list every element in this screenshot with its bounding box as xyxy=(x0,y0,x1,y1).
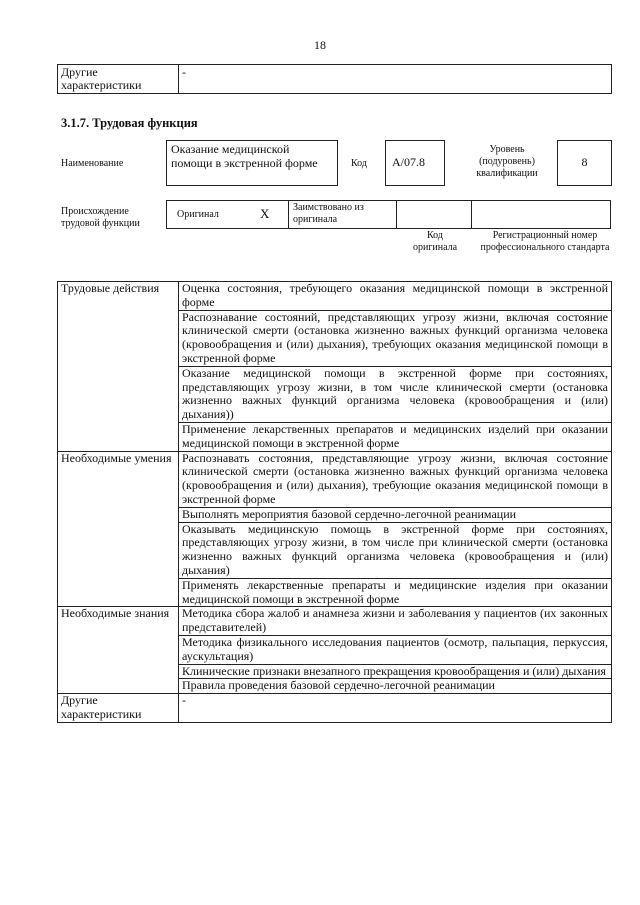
function-code-value: A/07.8 xyxy=(392,155,425,169)
table-row xyxy=(58,65,612,94)
name-label: Наименование xyxy=(61,158,124,169)
borrowed-label: Заимствовано из оригинала xyxy=(293,202,364,225)
top-table-value: - xyxy=(179,65,612,94)
category-other-characteristics: Другие характеристики xyxy=(58,694,179,723)
table-cell: Методика физикального исследования пациентов (осмотр, пальпация, перкуссия, аускультация) xyxy=(179,635,612,664)
function-name-value: Оказание медицинской помощи в экстренной форме xyxy=(171,142,318,170)
table-row xyxy=(58,694,612,723)
origin-divider-3 xyxy=(471,200,472,229)
function-level-value: 8 xyxy=(581,155,588,169)
function-level-box xyxy=(557,140,612,186)
table-cell: Оценка состояния, требующего оказания медицинской помощи в экстренной форме xyxy=(179,282,612,311)
function-name-box xyxy=(166,140,338,186)
table-cell: Применение лекарственных препаратов и медицинских изделий при оказании медицинской помощи в экстренной форме xyxy=(179,422,612,451)
reg-number-label: Регистрационный номер профессионального стандарта xyxy=(480,230,610,253)
category-required-knowledge: Необходимые знания xyxy=(58,607,179,694)
table-cell: - xyxy=(179,694,612,723)
table-cell: Оказывать медицинскую помощь в экстренной форме при состояниях, представляющих угрозу жизни, в том числе при клинической смерти (остановка жизненно важных функций организма человека (кровообращения и (или) дыхания) xyxy=(179,522,612,578)
category-labor-actions: Трудовые действия xyxy=(58,282,179,452)
table-row xyxy=(58,451,612,507)
code-label: Код xyxy=(351,158,367,169)
table-cell: Правила проведения базовой сердечно-легочной реанимации xyxy=(179,679,612,694)
labor-function-table xyxy=(57,281,612,723)
origin-label: Происхождение трудовой функции xyxy=(61,206,140,229)
origin-divider-2 xyxy=(396,200,397,229)
level-label: Уровень (подуровень) квалификации xyxy=(476,144,538,179)
top-characteristics-table xyxy=(57,64,612,94)
table-cell: Распознавание состояний, представляющих угрозу жизни, включая состояние клинической смерти (остановка жизненно важных функций организма человека (кровообращения и (или) дыхания), требующих оказания медицинской помощи в экстренной форме xyxy=(179,310,612,366)
code-original-label: Код оригинала xyxy=(412,230,458,253)
table-cell: Клинические признаки внезапного прекращения кровообращения и (или) дыхания xyxy=(179,664,612,679)
table-cell: Применять лекарственные препараты и медицинские изделия при оказании медицинской помощи в экстренной форме xyxy=(179,578,612,607)
table-cell: Оказание медицинской помощи в экстренной форме при состояниях, представляющих угрозу жизни, в том числе клинической смерти (остановка жизненно важных функций организма человека (кровообращения и (или) дыхания)) xyxy=(179,366,612,422)
origin-divider-1 xyxy=(288,200,289,229)
original-label: Оригинал xyxy=(177,209,219,220)
table-cell: Выполнять мероприятия базовой сердечно-легочной реанимации xyxy=(179,507,612,522)
table-cell: Распознавать состояния, представляющие угрозу жизни, включая состояние клинической смерти (остановка жизненно важных функций организма человека (кровообращения и (или) дыхания), требующие оказания медицинской помощи в экстренной форме xyxy=(179,451,612,507)
category-required-skills: Необходимые умения xyxy=(58,451,179,607)
table-row xyxy=(58,282,612,311)
section-heading: 3.1.7. Трудовая функция xyxy=(61,116,198,130)
function-code-box xyxy=(385,140,445,186)
table-cell: Методика сбора жалоб и анамнеза жизни и заболевания у пациентов (их законных представителей) xyxy=(179,607,612,636)
original-mark: X xyxy=(260,206,270,221)
page-number: 18 xyxy=(314,38,326,52)
table-row xyxy=(58,607,612,636)
top-table-label: Другие характеристики xyxy=(58,65,179,94)
